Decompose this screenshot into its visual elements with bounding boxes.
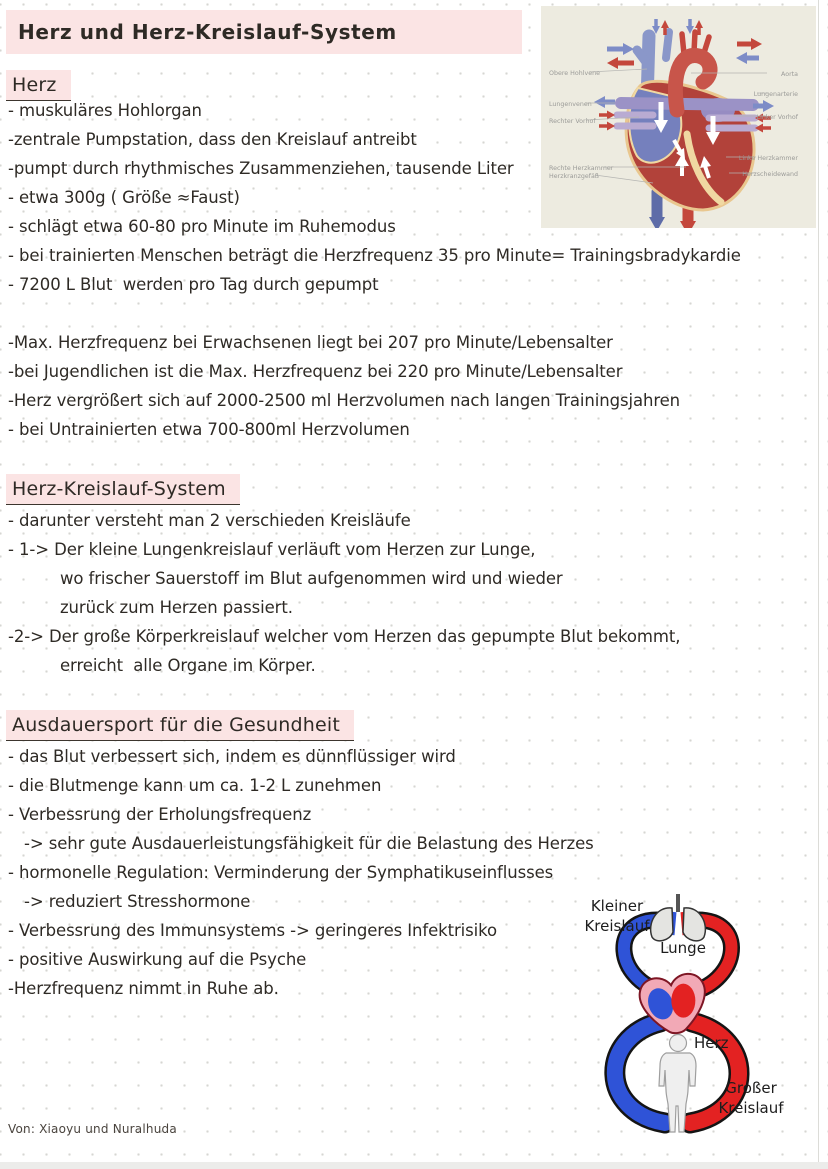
label-kleiner-kreislauf: Kreislauf xyxy=(584,917,650,935)
note-line: - darunter versteht man 2 verschieden Kreisläufe xyxy=(8,511,411,530)
note-line: -bei Jugendlichen ist die Max. Herzfrequenz bei 220 pro Minute/Lebensalter xyxy=(8,362,623,381)
note-line: - Verbessrung der Erholungsfrequenz xyxy=(8,805,312,824)
note-line: -2-> Der große Körperkreislauf welcher vom Herzen das gepumpte Blut bekommt, xyxy=(8,627,681,646)
label-linker-vorhof: Linker Vorhof xyxy=(756,114,798,121)
note-line: - das Blut verbessert sich, indem es dünnflüssiger wird xyxy=(8,747,456,766)
label-linke-herzkammer: Linke Herzkammer xyxy=(738,155,798,162)
note-line: - muskuläres Hohlorgan xyxy=(8,101,202,120)
page-title: Herz und Herz-Kreislauf-System xyxy=(6,10,522,54)
note-line: -Max. Herzfrequenz bei Erwachsenen liegt bei 207 pro Minute/Lebensalter xyxy=(8,333,613,352)
label-kleiner: Kleiner xyxy=(590,897,644,915)
label-herzscheidewand: Herzscheidewand xyxy=(742,171,798,178)
note-line: - schlägt etwa 60-80 pro Minute im Ruhemodus xyxy=(8,217,396,236)
section-kreislauf-lines xyxy=(8,506,680,680)
note-line: -pumpt durch rhythmisches Zusammenziehen, tausende Liter xyxy=(8,159,514,178)
label-herz: Herz xyxy=(694,1034,729,1052)
label-aorta: Aorta xyxy=(781,71,798,78)
label-obere-hohlvene: Obere Hohlvene xyxy=(549,70,600,77)
note-line: erreicht alle Organe im Körper. xyxy=(60,656,316,675)
page-edge-bottom xyxy=(0,1162,828,1169)
note-line: -Herz vergrößert sich auf 2000-2500 ml Herzvolumen nach langen Trainingsjahren xyxy=(8,391,681,410)
label-grosser: Großer xyxy=(725,1079,777,1097)
label-rechter-vorhof: Rechter Vorhof xyxy=(549,118,596,125)
note-line: -> sehr gute Ausdauerleistungsfähigkeit für die Belastung des Herzes xyxy=(24,834,594,853)
heart-anatomy-diagram xyxy=(541,6,816,232)
note-line: - positive Auswirkung auf die Psyche xyxy=(8,950,307,969)
note-line: - die Blutmenge kann um ca. 1-2 L zunehmen xyxy=(8,776,382,795)
heart-anatomy-svg xyxy=(541,6,816,228)
label-herzkranzgefaess: Herzkranzgefäß xyxy=(549,173,599,180)
lungs xyxy=(651,894,706,941)
note-line: - etwa 300g ( Größe ≈Faust) xyxy=(8,188,240,207)
label-lungenvenen: Lungenvenen xyxy=(549,101,592,108)
circulation-svg xyxy=(560,880,795,1148)
note-line: - Verbessrung des Immunsystems -> geringeres Infektrisiko xyxy=(8,921,497,940)
note-line: - 1-> Der kleine Lungenkreislauf verläuft vom Herzen zur Lunge, xyxy=(8,540,536,559)
section-heading-herz: Herz xyxy=(6,70,71,101)
note-line: wo frischer Sauerstoff im Blut aufgenommen wird und wieder xyxy=(60,569,563,588)
note-line: - bei Untrainierten etwa 700-800ml Herzvolumen xyxy=(8,420,410,439)
note-line: - hormonelle Regulation: Verminderung der Symphatikuseinflusses xyxy=(8,863,554,882)
section-heading-kreislauf-system: Herz-Kreislauf-System xyxy=(6,474,240,505)
note-line: -zentrale Pumpstation, dass den Kreislauf antreibt xyxy=(8,130,417,149)
label-rechte-herzkammer: Rechte Herzkammer xyxy=(549,165,614,172)
page-edge-right xyxy=(818,0,819,1169)
circulation-diagram xyxy=(560,880,795,1152)
note-line: -> reduziert Stresshormone xyxy=(24,892,251,911)
note-line xyxy=(8,299,741,328)
label-lunge: Lunge xyxy=(660,939,706,957)
label-grosser-kreislauf: Kreislauf xyxy=(718,1099,784,1117)
note-line: - bei trainierten Menschen beträgt die Herzfrequenz 35 pro Minute= Trainingsbradykardie xyxy=(8,246,741,265)
note-line: zurück zum Herzen passiert. xyxy=(60,598,293,617)
section-heading-ausdauersport: Ausdauersport für die Gesundheit xyxy=(6,710,354,741)
label-lungenarterie: Lungenarterie xyxy=(753,91,798,98)
note-line: -Herzfrequenz nimmt in Ruhe ab. xyxy=(8,979,279,998)
section-ausdauersport-lines xyxy=(8,742,594,1003)
note-line: - 7200 L Blut werden pro Tag durch gepumpt xyxy=(8,275,379,294)
authors-note: Von: Xiaoyu und Nuralhuda xyxy=(8,1122,177,1136)
